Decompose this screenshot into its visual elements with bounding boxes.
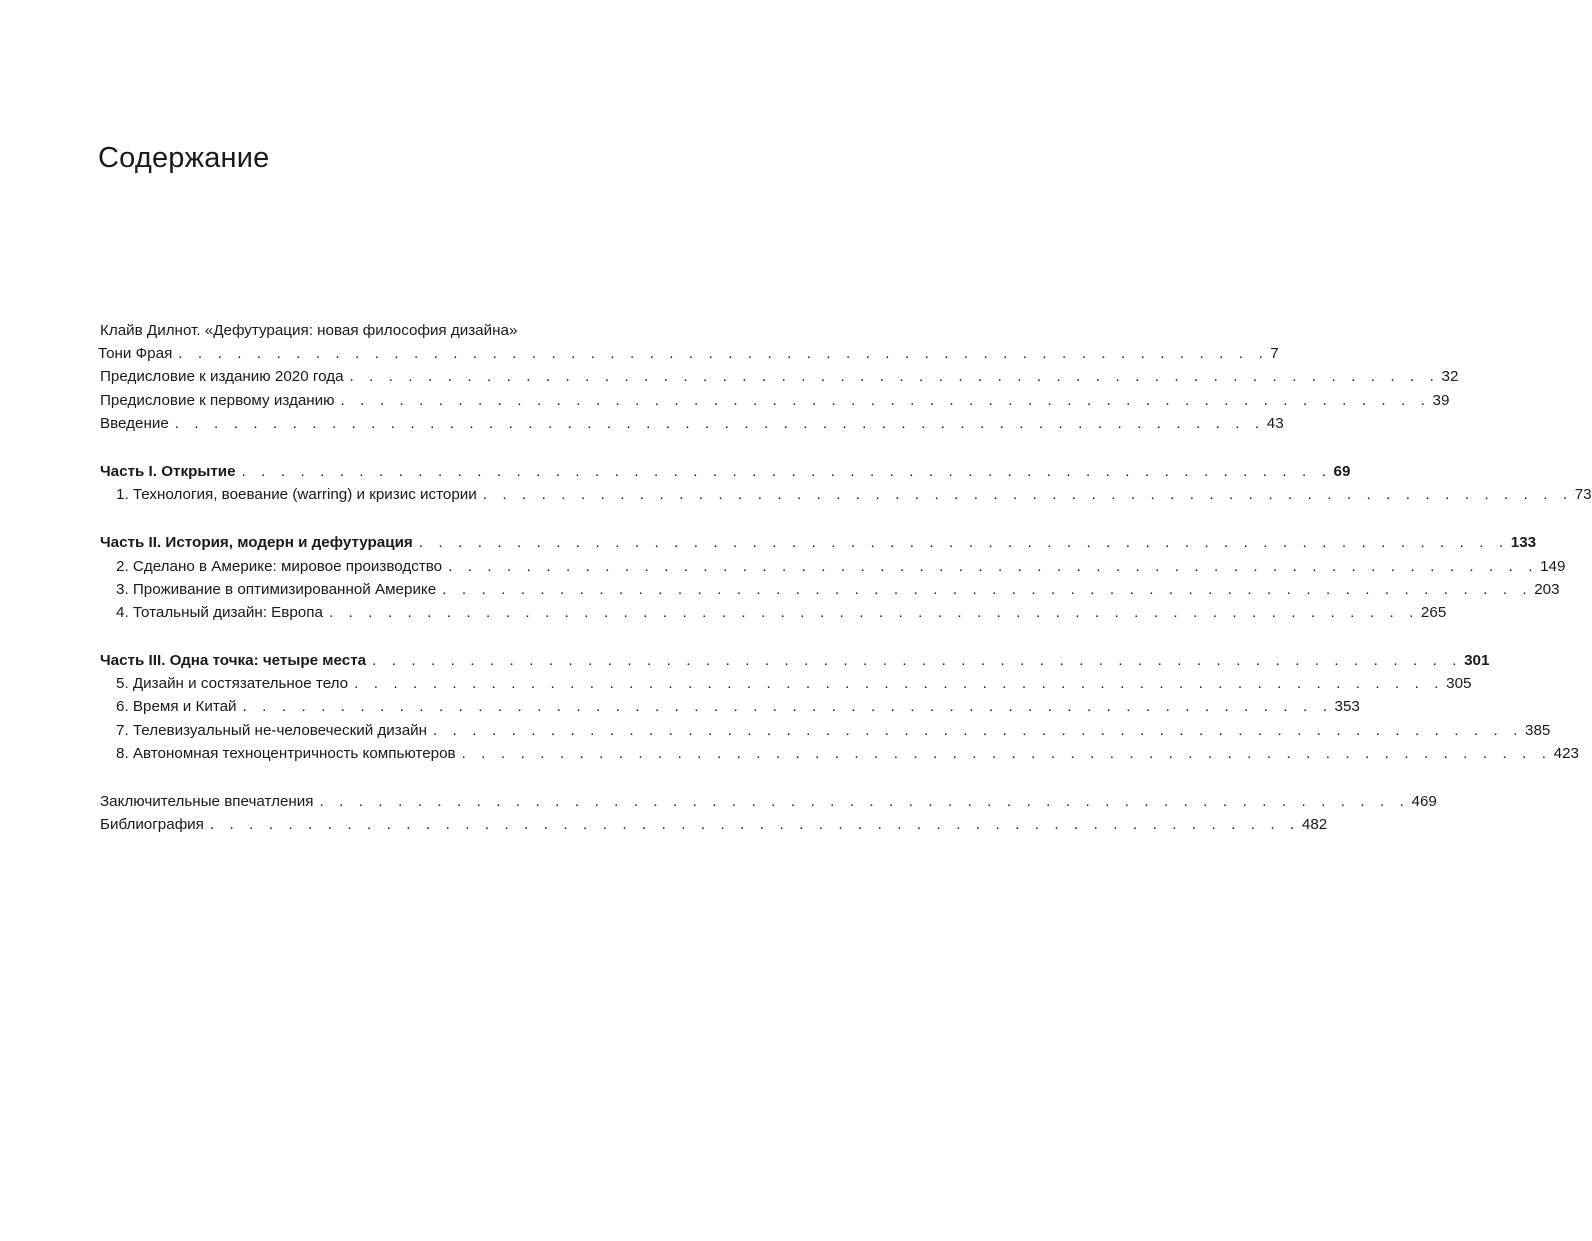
toc-chapter-2: [100, 555, 1566, 578]
toc-chapter-8: [100, 742, 1579, 765]
toc-part-2: [100, 531, 1537, 554]
toc-entry-label: Тони Фрая: [98, 345, 173, 363]
toc-entry-page: 265: [1420, 603, 1447, 621]
toc-entry-label: 2. Сделано в Америке: мировое производство: [116, 557, 443, 575]
toc-entry-page: 73: [1574, 486, 1592, 504]
toc-part-1: [100, 460, 1351, 483]
toc-chapter-4: [100, 601, 1447, 624]
toc-entry-page: 353: [1334, 698, 1360, 716]
toc-entry-label: 7. Телевизуальный не-человеческий дизайн: [116, 721, 428, 739]
toc-entry-page: 203: [1534, 580, 1560, 598]
dot-leader: . . . . . . . . . . . . . . . . . . . . . . . . . . . . . . . . . . . . . . . . . . . . . . . . . . . . . . . .: [174, 414, 1265, 432]
toc-entry-dilnot-title: [100, 319, 632, 342]
toc-entry-page: 305: [1446, 675, 1472, 693]
toc-chapter-6: [100, 695, 1360, 718]
toc-entry-label: 5. Дизайн и состязательное тело: [116, 675, 349, 693]
toc-part-page: 69: [1333, 462, 1351, 480]
dot-leader: . . . . . . . . . . . . . . . . . . . . . . . . . . . . . . . . . . . . . . . . . . . . . . . . . . . . . . . .: [482, 486, 1573, 504]
dot-leader: . . . . . . . . . . . . . . . . . . . . . . . . . . . . . . . . . . . . . . . . . . . . . . . . . . . . . . . .: [242, 698, 1333, 716]
dot-leader: . . . . . . . . . . . . . . . . . . . . . . . . . . . . . . . . . . . . . . . . . . . . . . . . . . . . . . . .: [328, 603, 1419, 621]
toc-entry-page: 385: [1525, 721, 1551, 739]
toc-entry-bibliography: [100, 813, 1328, 836]
toc-part-label: Часть I. Открытие: [100, 462, 236, 480]
toc-entry-label: Клайв Дилнот. «Дефутурация: новая философия дизайна»: [100, 322, 518, 339]
toc-part-label: Часть II. История, модерн и дефутурация: [100, 534, 413, 552]
dot-leader: . . . . . . . . . . . . . . . . . . . . . . . . . . . . . . . . . . . . . . . . . . . . . . . . . . . . . . . .: [442, 580, 1533, 598]
toc-chapter-5: [100, 672, 1472, 695]
toc-entry-page: 39: [1432, 391, 1450, 409]
toc-entry-page: 482: [1301, 816, 1328, 834]
toc-entry-label: Библиография: [100, 816, 204, 834]
dot-leader: . . . . . . . . . . . . . . . . . . . . . . . . . . . . . . . . . . . . . . . . . . . . . . . . . . . . . . . .: [418, 534, 1509, 552]
toc-part-3: [100, 649, 1490, 672]
toc-entry-page: 149: [1540, 557, 1566, 575]
dot-leader: . . . . . . . . . . . . . . . . . . . . . . . . . . . . . . . . . . . . . . . . . . . . . . . . . . . . . . . .: [340, 391, 1431, 409]
toc-entry-label: Предисловие к изданию 2020 года: [100, 368, 344, 386]
toc-entry-page: 469: [1411, 793, 1437, 810]
toc-part-page: 133: [1510, 534, 1537, 552]
toc-entry-label: Предисловие к первому изданию: [100, 391, 335, 409]
dot-leader: . . . . . . . . . . . . . . . . . . . . . . . . . . . . . . . . . . . . . . . . . . . . . . . . . . . . . . . .: [433, 721, 1524, 739]
dot-leader: . . . . . . . . . . . . . . . . . . . . . . . . . . . . . . . . . . . . . . . . . . . . . . . . . . . . . . . .: [448, 557, 1539, 575]
toc-entry-label: Заключительные впечатления: [100, 793, 314, 810]
toc-part-page: 301: [1464, 652, 1490, 670]
toc-entry-page: 423: [1553, 744, 1579, 762]
toc-entry-page: 43: [1266, 414, 1284, 432]
dot-leader: . . . . . . . . . . . . . . . . . . . . . . . . . . . . . . . . . . . . . . . . . . . . . . . . . . . . . . . .: [372, 652, 1463, 670]
dot-leader: . . . . . . . . . . . . . . . . . . . . . . . . . . . . . . . . . . . . . . . . . . . . . . . . . . . . . . . .: [178, 345, 1269, 363]
dot-leader: . . . . . . . . . . . . . . . . . . . . . . . . . . . . . . . . . . . . . . . . . . . . . . . . . . . . . . . .: [349, 368, 1440, 386]
toc-entry-introduction: [100, 412, 1284, 435]
toc-chapter-1: [100, 483, 1592, 506]
toc-entry-conclusion: [100, 790, 1437, 813]
dot-leader: . . . . . . . . . . . . . . . . . . . . . . . . . . . . . . . . . . . . . . . . . . . . . . . . . . . . . . . .: [319, 793, 1410, 810]
dot-leader: . . . . . . . . . . . . . . . . . . . . . . . . . . . . . . . . . . . . . . . . . . . . . . . . . . . . . . . .: [241, 462, 1332, 480]
toc-entry-label: 3. Проживание в оптимизированной Америке: [116, 580, 437, 598]
toc-entry-preface-2020: [100, 365, 1459, 388]
table-of-contents: [98, 319, 1592, 836]
dot-leader: . . . . . . . . . . . . . . . . . . . . . . . . . . . . . . . . . . . . . . . . . . . . . . . . . . . . . . . .: [461, 744, 1552, 762]
toc-entry-label: 4. Тотальный дизайн: Европа: [116, 603, 323, 621]
dot-leader: . . . . . . . . . . . . . . . . . . . . . . . . . . . . . . . . . . . . . . . . . . . . . . . . . . . . . . . .: [354, 675, 1445, 693]
toc-entry-label: 8. Автономная техноцентричность компьютеров: [116, 744, 456, 762]
toc-entry-label: 1. Технология, воевание (warring) и кризис истории: [116, 486, 477, 504]
toc-entry-page: 7: [1270, 345, 1279, 363]
toc-entry-preface-first: [100, 389, 1450, 412]
toc-entry-page: 32: [1441, 368, 1459, 386]
toc-entry-label: 6. Время и Китай: [116, 698, 237, 716]
page-title: Содержание: [98, 142, 270, 174]
toc-entry-label: Введение: [100, 414, 169, 432]
toc-chapter-3: [100, 578, 1560, 601]
dot-leader: . . . . . . . . . . . . . . . . . . . . . . . . . . . . . . . . . . . . . . . . . . . . . . . . . . . . . . . .: [209, 816, 1300, 834]
toc-entry-dilnot: [98, 342, 1279, 365]
toc-chapter-7: [100, 719, 1551, 742]
toc-part-label: Часть III. Одна точка: четыре места: [100, 652, 367, 670]
